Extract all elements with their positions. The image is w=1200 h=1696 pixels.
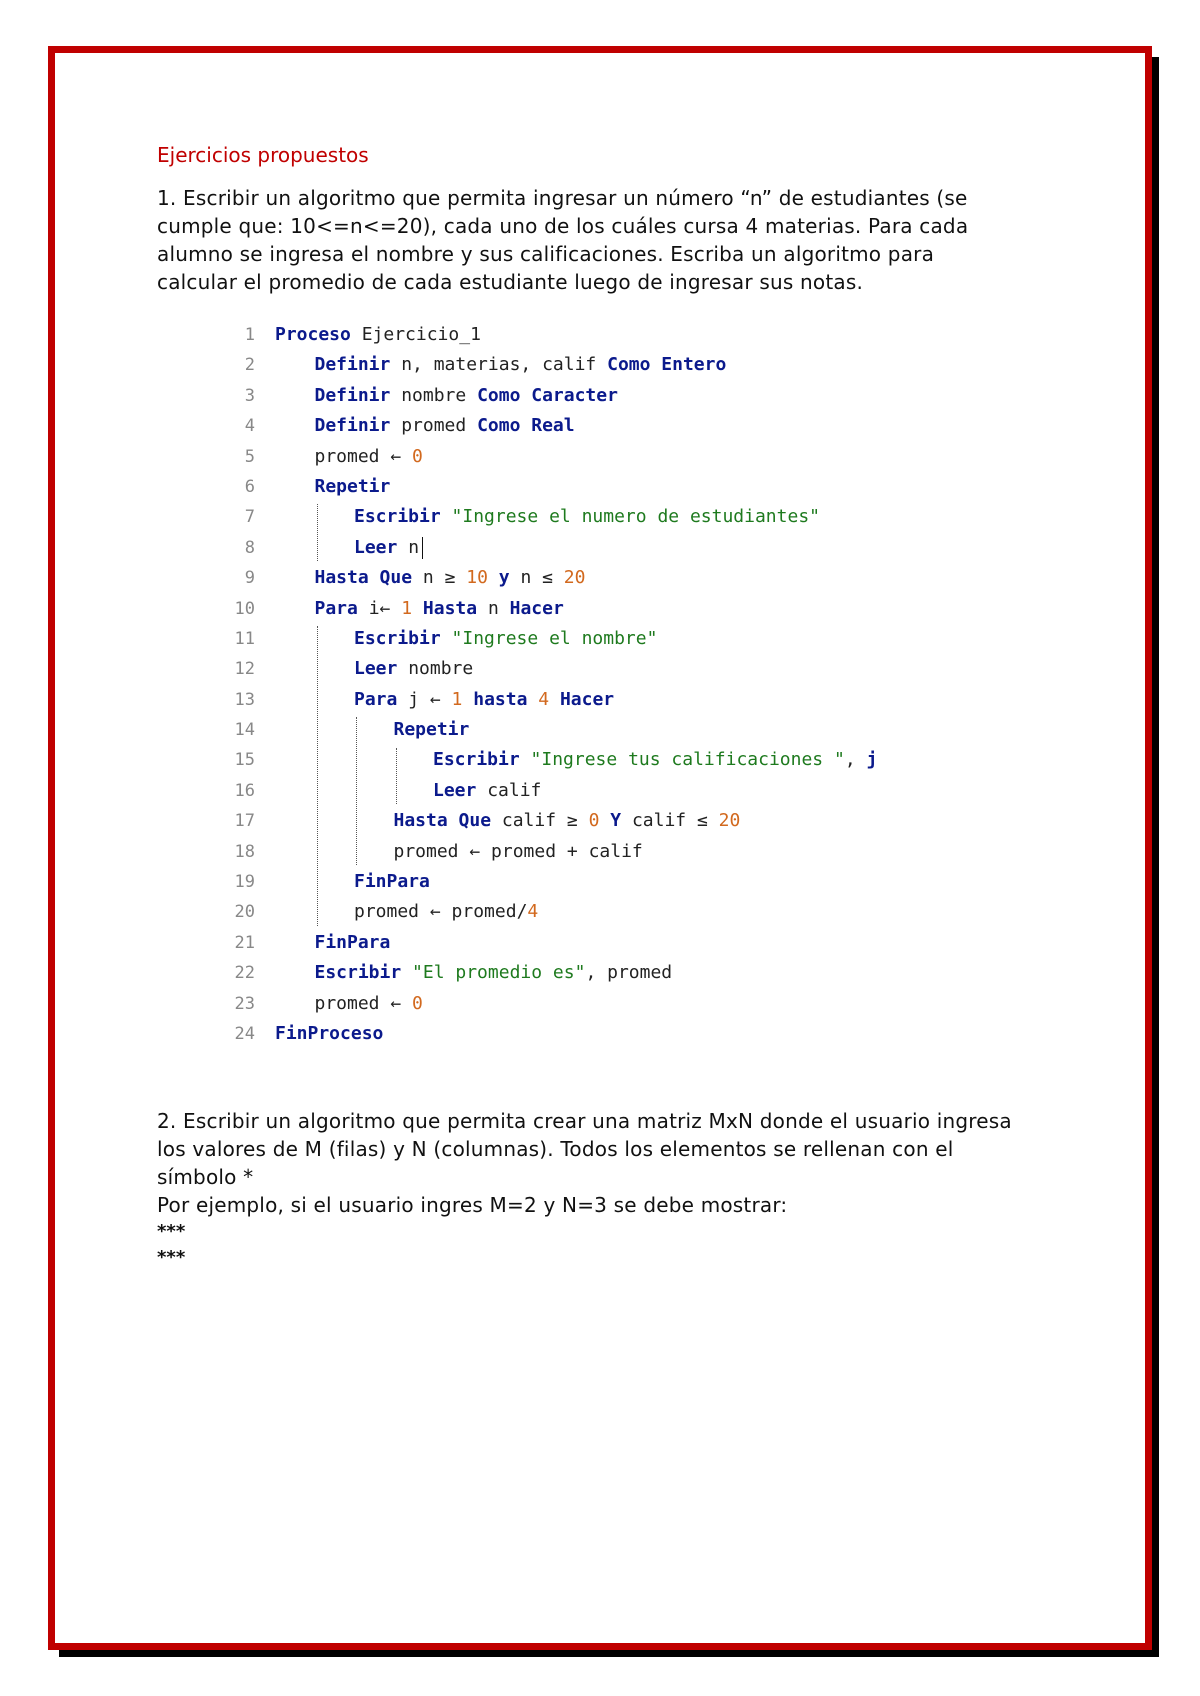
code-text xyxy=(433,745,877,775)
code-line xyxy=(227,958,1017,988)
code-token: Leer xyxy=(433,779,477,801)
code-text xyxy=(315,472,391,502)
code-line xyxy=(227,502,1017,532)
code-text xyxy=(394,806,741,836)
code-token: Leer xyxy=(354,658,398,680)
code-token: nombre xyxy=(397,658,474,680)
code-token: ≥ xyxy=(444,567,456,589)
code-line xyxy=(227,654,1017,684)
pseudocode-listing xyxy=(227,320,1017,1049)
code-text xyxy=(275,320,481,350)
code-line xyxy=(227,685,1017,715)
code-token: Y xyxy=(599,810,622,832)
block-guide-line xyxy=(396,748,397,805)
code-token: n xyxy=(397,536,420,558)
code-token: "Ingrese el numero de estudiantes" xyxy=(440,506,820,528)
line-number: 3 xyxy=(244,385,255,406)
code-token: Como Real xyxy=(477,415,575,437)
exercise-1-statement: 1. Escribir un algoritmo que permita ingresar un número “n” de estudiantes (se cumple que: 10<=n<=20), cada uno de los cuáles cursa 4 materias. Para cada alumno se ingresa el nombre y sus calificaciones. Escriba un algoritmo para calcular el promedio de cada estudiante luego de ingresar sus notas. xyxy=(157,186,969,294)
line-number: 24 xyxy=(234,1023,255,1044)
code-token: 0 xyxy=(577,810,600,832)
code-token: promed xyxy=(354,901,430,923)
code-token: Repetir xyxy=(393,719,470,741)
code-token: j xyxy=(866,749,878,771)
line-number: 7 xyxy=(244,507,255,528)
line-number: 18 xyxy=(234,841,255,862)
code-token: calif xyxy=(577,840,643,862)
code-token: 20 xyxy=(552,567,586,589)
code-text xyxy=(354,897,538,927)
text-cursor xyxy=(422,537,423,559)
exercise-2-example: Por ejemplo, si el usuario ingres M=2 y N=3 se debe mostrar: xyxy=(157,1193,788,1218)
line-number: 21 xyxy=(234,932,255,953)
code-token: ≤ xyxy=(696,810,708,832)
code-token: Repetir xyxy=(314,475,391,497)
code-text xyxy=(394,837,643,867)
code-line xyxy=(227,320,1017,350)
code-token: ≥ xyxy=(566,810,578,832)
code-token: Para xyxy=(314,597,358,619)
line-number: 22 xyxy=(234,963,255,984)
code-token: n xyxy=(509,567,543,589)
code-token: Escribir xyxy=(354,627,441,649)
code-line xyxy=(227,928,1017,958)
code-token: ← xyxy=(390,992,402,1014)
code-token: 10 xyxy=(455,567,488,589)
example-output-row: *** xyxy=(157,1221,186,1243)
code-line xyxy=(227,624,1017,654)
example-output-row: *** xyxy=(157,1247,186,1269)
code-line xyxy=(227,715,1017,745)
code-token: n xyxy=(412,567,445,589)
code-token: + xyxy=(566,840,578,862)
line-number: 17 xyxy=(234,811,255,832)
code-token: 0 xyxy=(401,992,423,1014)
code-text xyxy=(315,594,564,624)
code-text xyxy=(354,502,820,532)
code-token: hasta xyxy=(462,688,528,710)
code-token: Para xyxy=(354,688,398,710)
block-guide-line xyxy=(317,504,318,561)
code-token: "Ingrese el nombre" xyxy=(440,627,658,649)
code-token: n xyxy=(477,597,510,619)
code-token: 4 xyxy=(527,901,539,923)
code-token: nombre xyxy=(390,384,478,406)
code-token: promed xyxy=(440,901,517,923)
code-text xyxy=(354,624,657,654)
code-token: ≤ xyxy=(542,567,553,589)
code-text xyxy=(315,958,673,988)
code-token: calif xyxy=(621,810,697,832)
code-line xyxy=(227,867,1017,897)
code-text xyxy=(354,867,430,897)
code-text xyxy=(433,776,541,806)
code-token: Escribir xyxy=(314,962,402,984)
code-text xyxy=(354,654,473,684)
code-line xyxy=(227,806,1017,836)
line-number: 4 xyxy=(244,416,255,437)
code-token: Leer xyxy=(354,536,398,558)
line-number: 23 xyxy=(234,993,255,1014)
line-number: 14 xyxy=(234,720,255,741)
code-text xyxy=(315,563,586,593)
code-token: calif xyxy=(476,779,542,801)
code-token: i xyxy=(357,597,380,619)
code-token: j xyxy=(397,688,430,710)
code-text xyxy=(354,685,614,715)
code-token: Proceso xyxy=(275,324,351,345)
code-token: ← xyxy=(390,445,402,467)
document-content xyxy=(157,140,1017,1271)
code-token: Hacer xyxy=(549,688,615,710)
code-token: promed xyxy=(314,445,391,467)
code-text xyxy=(275,1019,383,1049)
line-number: 6 xyxy=(244,476,255,497)
code-token: / xyxy=(516,901,528,923)
code-token: 0 xyxy=(401,445,423,467)
code-line xyxy=(227,1019,1017,1049)
line-number: 8 xyxy=(244,537,255,558)
code-line xyxy=(227,594,1017,624)
code-token: FinPara xyxy=(354,871,430,893)
code-line xyxy=(227,533,1017,563)
line-number: 19 xyxy=(234,872,255,893)
code-line xyxy=(227,776,1017,806)
code-token: , xyxy=(844,749,867,771)
code-token: Definir xyxy=(314,384,391,406)
line-number: 12 xyxy=(234,659,255,680)
code-token: promed xyxy=(390,415,478,437)
code-text xyxy=(315,350,727,380)
code-token: Definir xyxy=(314,354,391,376)
code-token: , promed xyxy=(585,962,673,984)
code-token: ← xyxy=(379,597,391,619)
code-token: Hasta Que xyxy=(314,567,413,589)
block-guide-line xyxy=(317,626,318,926)
code-token: FinPara xyxy=(314,931,391,953)
code-line xyxy=(227,350,1017,380)
line-number: 2 xyxy=(244,355,255,376)
code-line xyxy=(227,411,1017,441)
code-token: y xyxy=(487,567,510,589)
code-token: n, materias, calif xyxy=(390,354,608,376)
line-number: 9 xyxy=(244,568,255,589)
code-text xyxy=(394,715,470,745)
code-text xyxy=(354,533,423,563)
code-token: Escribir xyxy=(354,506,441,528)
line-number: 5 xyxy=(244,446,255,467)
code-token: 20 xyxy=(707,810,741,832)
code-token: promed xyxy=(480,840,567,862)
code-text xyxy=(315,989,423,1019)
code-token: Escribir xyxy=(433,749,520,771)
code-line xyxy=(227,381,1017,411)
code-line xyxy=(227,837,1017,867)
code-text xyxy=(315,381,618,411)
code-token: 1 xyxy=(440,688,463,710)
line-number: 10 xyxy=(234,598,255,619)
line-number: 13 xyxy=(234,689,255,710)
line-number: 15 xyxy=(234,750,255,771)
code-token: promed xyxy=(393,840,470,862)
code-line xyxy=(227,563,1017,593)
code-token: FinProceso xyxy=(275,1022,384,1044)
code-token: ← xyxy=(469,840,481,862)
code-text xyxy=(315,442,423,472)
code-text xyxy=(315,411,575,441)
code-line xyxy=(227,897,1017,927)
code-line xyxy=(227,745,1017,775)
code-token: "El promedio es" xyxy=(401,962,586,984)
code-token: Definir xyxy=(314,415,391,437)
code-token: Como Caracter xyxy=(477,384,618,406)
line-number: 20 xyxy=(234,902,255,923)
code-token: 4 xyxy=(527,688,550,710)
code-token: ← xyxy=(429,901,441,923)
code-token: calif xyxy=(491,810,567,832)
line-number: 11 xyxy=(234,628,255,649)
code-token: 1 xyxy=(390,597,413,619)
code-line xyxy=(227,442,1017,472)
code-token: Hasta Que xyxy=(393,810,492,832)
section-heading: Ejercicios propuestos xyxy=(157,143,369,167)
line-number: 16 xyxy=(234,780,255,801)
code-line xyxy=(227,989,1017,1019)
code-token: Hasta xyxy=(412,597,478,619)
block-guide-line xyxy=(356,717,357,865)
code-token: Ejercicio_1 xyxy=(350,324,481,345)
code-token: promed xyxy=(314,992,391,1014)
line-number: 1 xyxy=(244,325,255,345)
code-text xyxy=(315,928,391,958)
code-token: Como Entero xyxy=(607,354,727,376)
code-token: "Ingrese tus calificaciones " xyxy=(519,749,845,771)
code-token: Hacer xyxy=(509,597,564,619)
code-line xyxy=(227,472,1017,502)
code-token: ← xyxy=(429,688,441,710)
exercise-2-statement: 2. Escribir un algoritmo que permita crear una matriz MxN donde el usuario ingresa los valores de M (filas) y N (columnas). Todos los elementos se rellenan con el símbolo * xyxy=(157,1109,1012,1190)
